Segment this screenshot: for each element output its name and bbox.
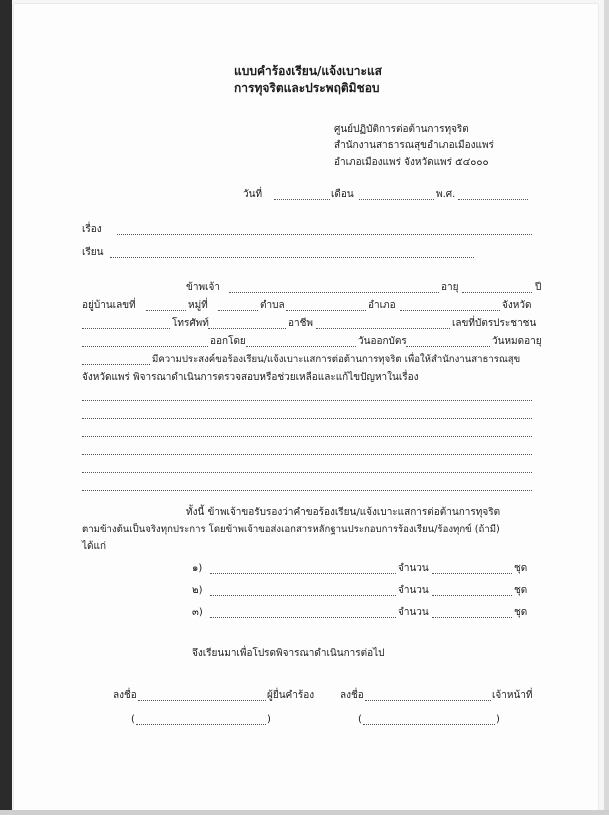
detail-line-3[interactable] bbox=[82, 434, 532, 437]
issue-date-label: วันออกบัตร bbox=[358, 336, 407, 347]
age-years-label: ปี bbox=[535, 282, 542, 293]
signature-1-name-field[interactable] bbox=[136, 722, 266, 725]
to-field[interactable] bbox=[110, 255, 474, 258]
attachment-1-qty[interactable] bbox=[432, 571, 512, 574]
phone-label: โทรศัพท์ bbox=[172, 318, 209, 329]
issue-date-field[interactable] bbox=[406, 344, 490, 347]
signature-1-label: ลงชื่อ bbox=[113, 690, 137, 701]
attachment-2-qty[interactable] bbox=[432, 593, 512, 596]
signature-1-field[interactable] bbox=[138, 698, 266, 701]
age-label: อายุ bbox=[441, 282, 459, 293]
attachment-1-field[interactable] bbox=[210, 571, 396, 574]
issued-by-label: ออกโดย bbox=[210, 336, 246, 347]
attachment-3-amount: จำนวน bbox=[398, 607, 429, 618]
attachment-3-field[interactable] bbox=[210, 615, 396, 618]
detail-line-4[interactable] bbox=[82, 452, 532, 455]
detail-line-6[interactable] bbox=[82, 488, 532, 491]
detail-line-2[interactable] bbox=[82, 416, 532, 419]
attachment-2-amount: จำนวน bbox=[398, 585, 429, 596]
amphoe-field[interactable] bbox=[400, 308, 500, 311]
certify-line-1: ทั้งนี้ ข้าพเจ้าขอรับรองว่าคำขอร้องเรียน/แจ้งเบาะแสการต่อต้านการทุจริต bbox=[186, 507, 501, 518]
province-label: จังหวัด bbox=[502, 300, 532, 311]
signature-1-role: ผู้ยื่นคำร้อง bbox=[267, 690, 315, 701]
id-card-field[interactable] bbox=[82, 344, 208, 347]
signature-1-close-paren: ) bbox=[267, 714, 271, 725]
certify-line-2: ตามข้างต้นเป็นจริงทุกประการ โดยข้าพเจ้าขอส่งเอกสารหลักฐานประกอบการร้องเรียน/ร้องทุกข์ (ถ้ามี) bbox=[82, 524, 500, 535]
date-month-label: เดือน bbox=[331, 189, 354, 200]
occupation-field[interactable] bbox=[316, 326, 450, 329]
date-day-label: วันที่ bbox=[243, 189, 263, 200]
attachment-3-num: ๓) bbox=[192, 607, 203, 618]
detail-line-5[interactable] bbox=[82, 470, 532, 473]
signature-1-open-paren: ( bbox=[131, 714, 135, 725]
to-label: เรียน bbox=[82, 247, 104, 258]
applicant-name-label: ข้าพเจ้า bbox=[186, 282, 220, 293]
phone-field[interactable] bbox=[208, 326, 286, 329]
purpose-line-1: มีความประสงค์ขอร้องเรียน/แจ้งเบาะแสการต่อต้านการทุจริต เพื่อให้สำนักงานสาธารณสุข bbox=[152, 354, 521, 365]
age-field[interactable] bbox=[462, 290, 532, 293]
certify-line-3: ได้แก่ bbox=[82, 541, 107, 552]
signature-2-open-paren: ( bbox=[358, 714, 362, 725]
subject-label: เรื่อง bbox=[82, 224, 102, 235]
date-month-field[interactable] bbox=[359, 197, 434, 200]
scan-left-edge bbox=[0, 0, 12, 815]
detail-line-1[interactable] bbox=[82, 398, 532, 401]
date-year-field[interactable] bbox=[458, 197, 528, 200]
signature-2-name-field[interactable] bbox=[363, 722, 495, 725]
scan-bottom-edge bbox=[0, 810, 609, 815]
scan-right-edge bbox=[604, 0, 609, 815]
date-year-label: พ.ศ. bbox=[436, 189, 456, 200]
house-no-field[interactable] bbox=[146, 308, 186, 311]
attachment-3-qty[interactable] bbox=[432, 615, 512, 618]
purpose-line-2: จังหวัดแพร่ พิจารณาดำเนินการตรวจสอบหรือช่วยเหลือและแก้ไขปัญหาในเรื่อง bbox=[82, 372, 419, 383]
attachment-1-num: ๑) bbox=[192, 563, 203, 574]
title-line-2: การทุจริตและประพฤติมิชอบ bbox=[234, 81, 380, 95]
expiry-field[interactable] bbox=[82, 362, 150, 365]
expiry-label: วันหมดอายุ bbox=[492, 336, 542, 347]
title-line-1: แบบคำร้องเรียน/แจ้งเบาะแส bbox=[234, 64, 382, 78]
occupation-label: อาชีพ bbox=[288, 318, 313, 329]
address-line-3: อำเภอเมืองแพร่ จังหวัดแพร่ ๕๔๐๐๐ bbox=[334, 157, 489, 168]
tambon-label: ตำบล bbox=[260, 300, 285, 311]
moo-field[interactable] bbox=[218, 308, 258, 311]
closing-text: จึงเรียนมาเพื่อโปรดพิจารณาดำเนินการต่อไป bbox=[192, 648, 385, 659]
signature-2-close-paren: ) bbox=[496, 714, 500, 725]
province-field[interactable] bbox=[82, 326, 170, 329]
id-card-label: เลขที่บัตรประชาชน bbox=[452, 318, 537, 329]
signature-2-role: เจ้าหน้าที่ bbox=[492, 690, 533, 701]
date-day-field[interactable] bbox=[274, 197, 330, 200]
attachment-2-num: ๒) bbox=[192, 585, 203, 596]
applicant-name-field[interactable] bbox=[229, 290, 439, 293]
address-line-2: สำนักงานสาธารณสุขอำเภอเมืองแพร่ bbox=[334, 140, 494, 151]
house-no-label: อยู่บ้านเลขที่ bbox=[82, 300, 136, 311]
attachment-1-amount: จำนวน bbox=[398, 563, 429, 574]
issued-by-field[interactable] bbox=[246, 344, 356, 347]
attachment-1-unit: ชุด bbox=[514, 563, 528, 574]
attachment-2-field[interactable] bbox=[210, 593, 396, 596]
tambon-field[interactable] bbox=[286, 308, 366, 311]
amphoe-label: อำเภอ bbox=[368, 300, 396, 311]
moo-label: หมู่ที่ bbox=[188, 300, 208, 311]
attachment-2-unit: ชุด bbox=[514, 585, 528, 596]
address-line-1: ศูนย์ปฏิบัติการต่อต้านการทุจริต bbox=[334, 124, 469, 135]
attachment-3-unit: ชุด bbox=[514, 607, 528, 618]
signature-2-label: ลงชื่อ bbox=[340, 690, 364, 701]
subject-field[interactable] bbox=[117, 232, 532, 235]
signature-2-field[interactable] bbox=[365, 698, 491, 701]
